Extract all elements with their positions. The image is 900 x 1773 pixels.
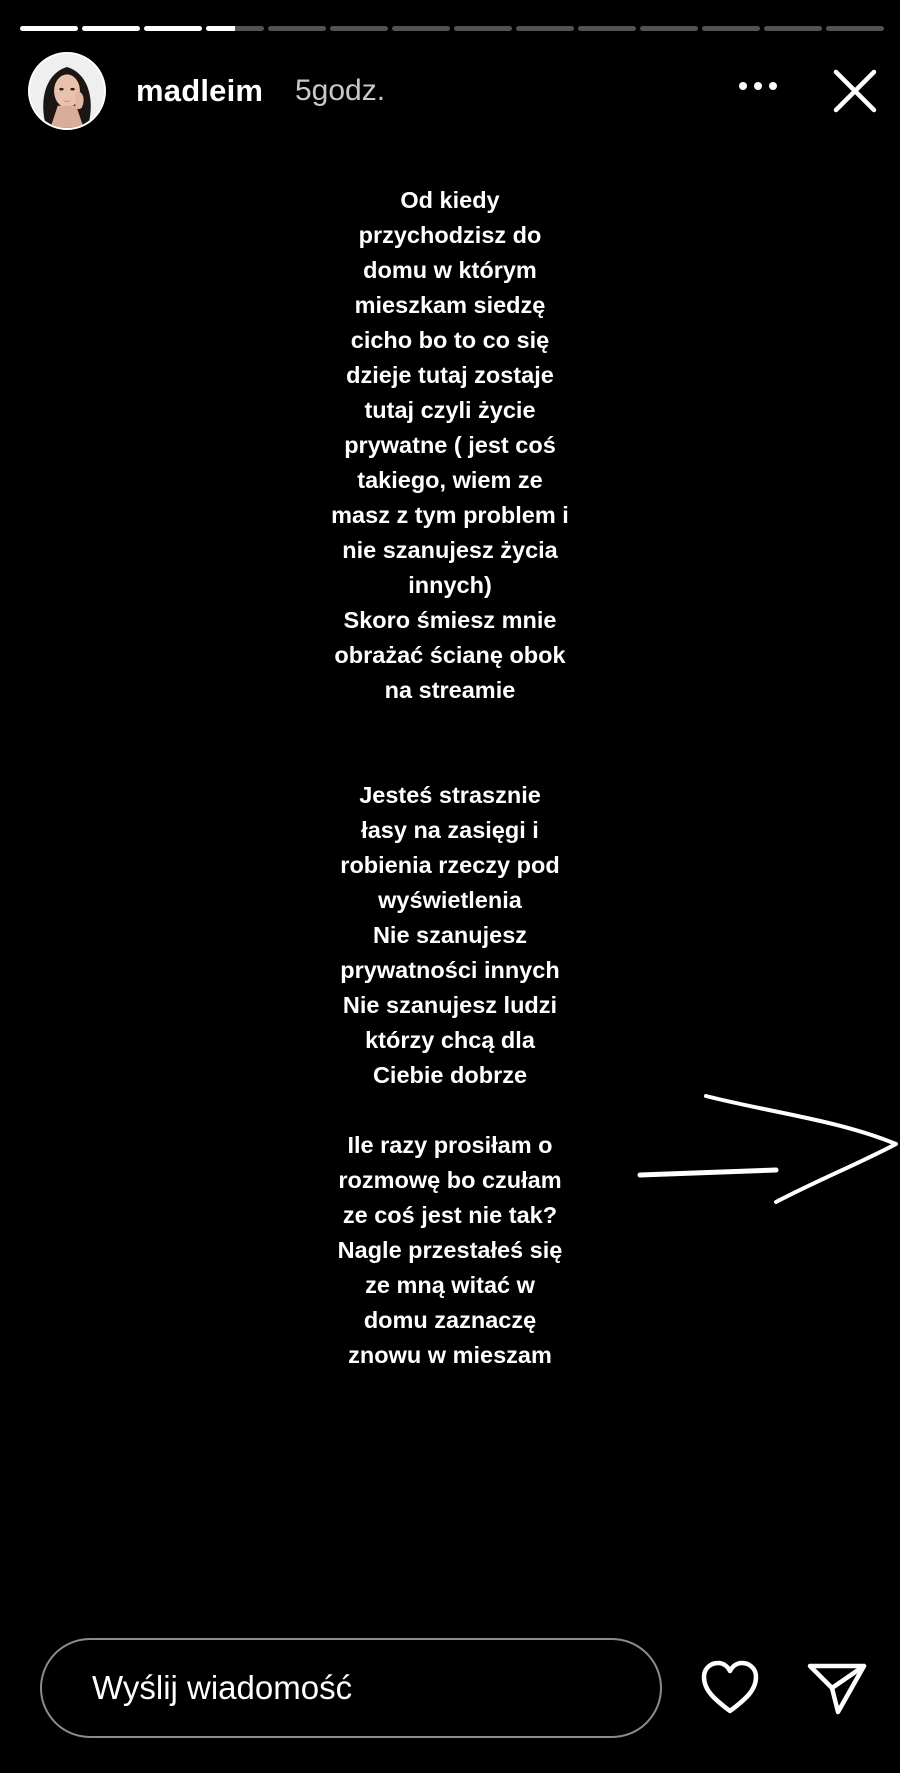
progress-segment — [702, 26, 760, 31]
story-text-line: ze coś jest nie tak? — [342, 1202, 558, 1228]
story-text-line: mieszkam siedzę — [354, 292, 546, 318]
progress-segment — [144, 26, 202, 31]
story-text-line: Ile razy prosiłam o — [347, 1132, 553, 1158]
progress-segment — [578, 26, 636, 31]
progress-segment-fill — [82, 26, 140, 31]
story-text-line: tutaj czyli życie — [364, 397, 536, 423]
story-text-line: Nie szanujesz ludzi — [342, 992, 558, 1018]
story-text-line: prywatności innych — [340, 957, 560, 983]
story-header — [0, 46, 900, 136]
share-button[interactable] — [806, 1660, 868, 1716]
heart-icon — [700, 1660, 760, 1716]
story-text-line — [250, 708, 650, 743]
like-button[interactable] — [700, 1660, 760, 1716]
story-text-line: robienia rzeczy pod — [340, 852, 560, 878]
story-text-line: domu zaznaczę — [363, 1307, 537, 1333]
progress-segment — [516, 26, 574, 31]
story-text-line: ze mną witać w — [365, 1272, 535, 1298]
arrow-doodle — [628, 1084, 900, 1214]
story-text-line: cicho bo to co się — [350, 327, 550, 353]
story-text-line: znowu w mieszam — [348, 1342, 552, 1368]
story-progress-bar — [20, 26, 884, 31]
progress-segment — [764, 26, 822, 31]
story-text-line: Od kiedy — [400, 187, 500, 213]
username[interactable]: madleim — [136, 73, 264, 108]
story-text-line: innych) — [408, 572, 492, 598]
more-options-button[interactable] — [728, 66, 788, 106]
story-text — [250, 183, 650, 1373]
story-text-line: Nie szanujesz — [372, 922, 528, 948]
story-text-line: Nagle przestałeś się — [337, 1237, 563, 1263]
story-text-line: nie szanujesz życia — [342, 537, 558, 563]
more-horizontal-icon — [738, 81, 778, 91]
story-text-line: dzieje tutaj zostaje — [346, 362, 554, 388]
progress-segment — [454, 26, 512, 31]
story-text-line: prywatne ( jest coś — [344, 432, 556, 458]
progress-segment — [268, 26, 326, 31]
story-text-line: takiego, wiem ze — [357, 467, 543, 493]
story-text-line — [250, 1093, 650, 1128]
story-text-line: domu w którym — [363, 257, 537, 283]
avatar-image — [30, 54, 104, 128]
story-text-line: którzy chcą dla — [365, 1027, 535, 1053]
progress-segment — [640, 26, 698, 31]
progress-segment-fill — [20, 26, 78, 31]
story-text-line: rozmowę bo czułam — [338, 1167, 562, 1193]
progress-segment — [82, 26, 140, 31]
story-text-line: obrażać ścianę obok — [334, 642, 566, 668]
story-text-line: Jesteś strasznie — [359, 782, 541, 808]
progress-segment — [330, 26, 388, 31]
send-icon — [806, 1660, 868, 1716]
story-text-line — [250, 743, 650, 778]
close-button[interactable] — [826, 62, 884, 120]
progress-segment-fill — [144, 26, 202, 31]
message-input[interactable] — [40, 1638, 662, 1738]
story-text-line: przychodzisz do — [358, 222, 542, 248]
progress-segment — [392, 26, 450, 31]
story-text-line: wyświetlenia — [378, 887, 522, 913]
progress-segment — [20, 26, 78, 31]
story-text-line: Skoro śmiesz mnie — [343, 607, 557, 633]
progress-segment — [206, 26, 264, 31]
progress-segment — [826, 26, 884, 31]
story-text-line: Ciebie dobrze — [372, 1062, 528, 1088]
close-icon — [826, 62, 884, 120]
story-text-line: łasy na zasięgi i — [361, 817, 539, 843]
avatar[interactable] — [28, 52, 106, 130]
progress-segment-fill — [206, 26, 235, 31]
story-timestamp: 5godz. — [295, 74, 386, 107]
story-text-line: masz z tym problem i — [331, 502, 569, 528]
story-text-line: na streamie — [384, 677, 516, 703]
